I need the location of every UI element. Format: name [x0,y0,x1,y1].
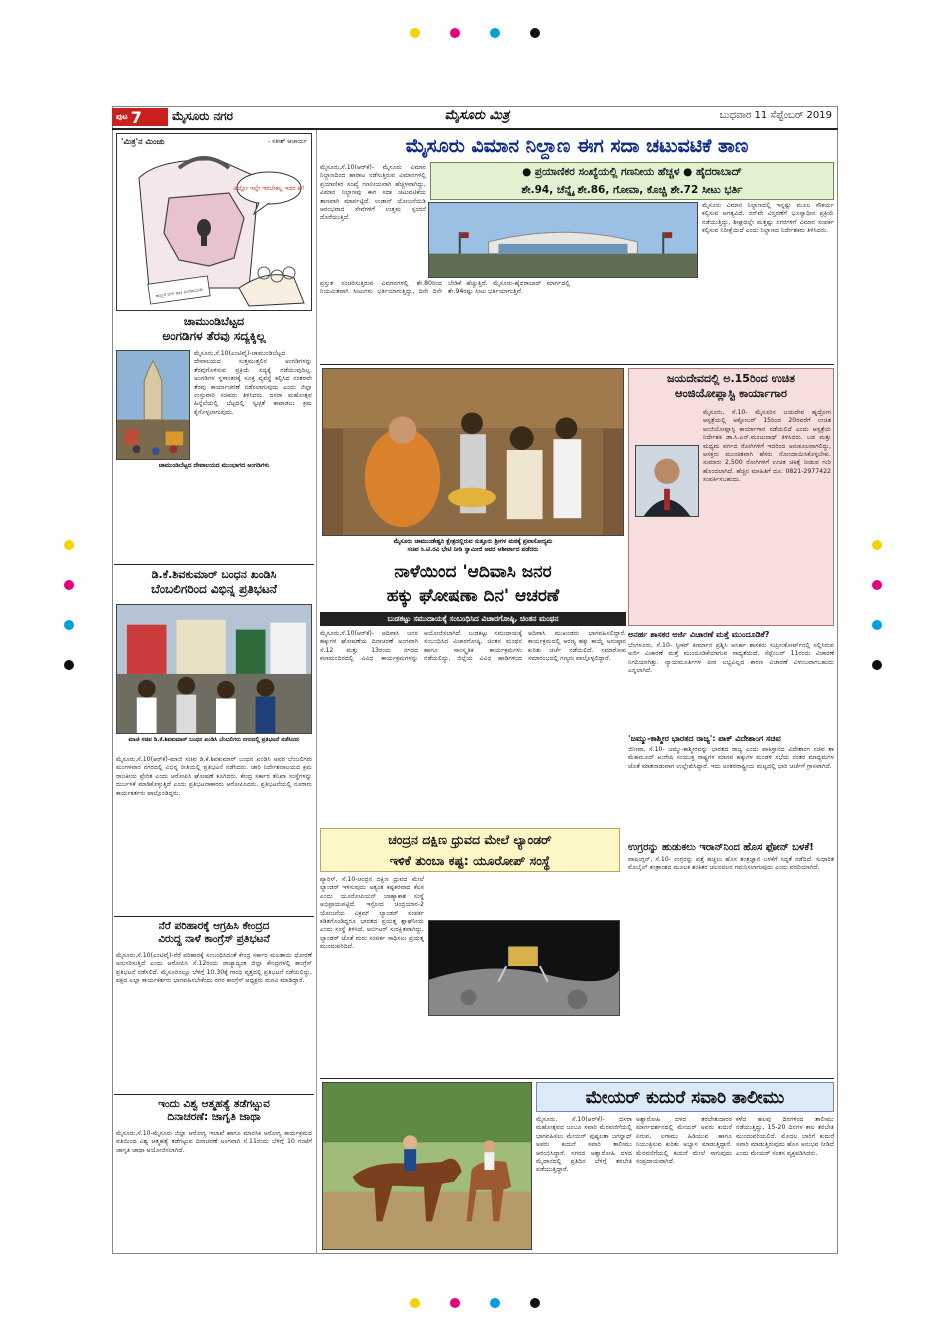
jayadeva-headline-line1: ಜಯದೇವದಲ್ಲಿ ಅ.15ರಿಂದ ಉಚಿತ [667,372,795,385]
adivasi-headline-line1: ನಾಳೆಯಿಂದ 'ಆದಿವಾಸಿ ಜನರ [394,562,552,582]
anarha-story [628,630,834,730]
black-dot [872,660,882,670]
mayor-body-left: ಮೈಸೂರು, ಸೆ.10(ಆರ್‌ಕೆ)- ದಸರಾ ಮಹೋತ್ಸವದ ಜಂಬೂ ಸವಾರಿ ಮೆರವಣಿಗೆಯಲ್ಲಿ ಭಾಗವಹಿಸಲು ಮೇಯರ್ ಪುಷ್ಪಲತಾ ಜಗನ್ನಾಥ್ ಅವರು ಕುದುರೆ ಸವಾರಿ ತಾಲೀಮು ಆರಂಭಿಸಿದ್ದಾರೆ. ನಗರದ ಅಶ್ವಾರೋಹಿ ದಳದ ಮೈದಾನದಲ್ಲಿ ಪ್ರತಿದಿನ ಬೆಳಿಗ್ಗೆ ತರಬೇತಿ ಪಡೆಯುತ್ತಿದ್ದಾರೆ. [536,1116,632,1174]
chamundi-body: ಮೈಸೂರು,ಸೆ.10(ಎಂಟಿವೈ)-ಚಾಮುಂಡಿಬೆಟ್ಟದ ದೇವಾಲಯದ ಸುತ್ತಮುತ್ತಲಿನ ಅಂಗಡಿಗಳನ್ನು ತೆರವುಗೊಳಿಸುವ ಪ್ರಕ್ರಿಯೆ ಸದ್ಯಕ್ಕೆ ನಡೆಯುವುದಿಲ್ಲ. ಅಂಗಡಿಗಳ ಸ್ಥಳಾಂತರಕ್ಕೆ ಸೂಕ್ತ ವ್ಯವಸ್ಥೆ ಕಲ್ಪಿಸಿದ ನಂತರವೇ ತೆರವು ಕಾರ್ಯಾಚರಣೆ ನಡೆಸಲಾಗುವುದು ಎಂದು ಜಿಲ್ಲಾ ಉಸ್ತುವಾರಿ ಸಚಿವರು ತಿಳಿಸಿದರು. ದಸರಾ ಮಹೋತ್ಸವ ಹಿನ್ನೆಲೆಯಲ್ಲಿ ಬೆಟ್ಟದಲ್ಲಿ ಸ್ವಚ್ಛತೆ ಕಾಪಾಡಲು ಕ್ರಮ ಕೈಗೊಳ್ಳಲಾಗುವುದು. [194,350,312,416]
congress-headline-line1: ನೆರೆ ಪರಿಹಾರಕ್ಕೆ ಆಗ್ರಹಿಸಿ ಕೇಂದ್ರದ [158,920,270,932]
dks-protest-photo [116,604,312,734]
rule [114,564,314,565]
kashmir-headline: 'ಜಮ್ಮು-ಕಾಶ್ಮೀರ ಭಾರತದ ರಾಜ್ಯ': ಪಾಕ್ ವಿದೇಶಾಂಗ ಸಚಿವ [628,734,781,743]
mayor-body-right: ಕಳೆದ ಹಲವು ದಿನಗಳಿಂದ ತಾಲೀಮು ನಡೆಯುತ್ತಿದ್ದು, 15-20 ದಿನಗಳ ಕಾಲ ತರಬೇತಿ ಮುಂದುವರಿಯಲಿದೆ. ಮೊದಲ ಬಾರಿಗೆ ಕುದುರೆ ಸವಾರಿ ಮಾಡುತ್ತಿರುವುದು ಹೊಸ ಅನುಭವ ನೀಡಿದೆ ಎಂದು ಮೇಯರ್ ಸಂತಸ ವ್ಯಕ್ತಪಡಿಸಿದರು. [736,1116,834,1157]
black-dot [64,660,74,670]
swamiji-caption [322,538,624,556]
registration-marks-bottom [410,1298,540,1310]
moon-lander-photo [428,920,620,1016]
cyan-dot [872,620,882,630]
moon-body-bottom [320,1018,620,1074]
anarha-headline: ಅನರ್ಹ ಶಾಸಕರ ಅರ್ಜಿ ವಿಚಾರಣೆ ಮತ್ತೆ ಮುಂದೂಡಿಕೆ? [628,630,770,639]
page-number-badge [112,108,168,126]
rule [114,1094,314,1095]
moon-headline-line2: ಇಳಿಕೆ ತುಂಬಾ ಕಷ್ಟ: ಯೂರೋಪ್ ಸಂಸ್ಥೆ [389,853,551,868]
jayadeva-box [628,368,834,626]
airport-body-right: ಮೈಸೂರು ವಿಮಾನ ನಿಲ್ದಾಣದಲ್ಲಿ ಇನ್ನಷ್ಟು ಮೂಲ ಸೌಕರ್ಯ ಕಲ್ಪಿಸುವ ಅಗತ್ಯವಿದೆ. ರನ್‌ವೇ ವಿಸ್ತರಣೆಗೆ ಭೂಸ್ವಾಧೀನ ಪ್ರಕ್ರಿಯೆ ನಡೆಯುತ್ತಿದ್ದು, ಶೀಘ್ರದಲ್ಲೇ ಮತ್ತಷ್ಟು ನಗರಗಳಿಗೆ ವಿಮಾನ ಸಂಪರ್ಕ ಕಲ್ಪಿಸುವ ನಿರೀಕ್ಷೆಯಿದೆ ಎಂದು ನಿಲ್ದಾಣದ ನಿರ್ದೇಶಕರು ತಿಳಿಸಿದರು. [702,202,834,235]
magenta-dot [872,580,882,590]
mayor-headline-box [536,1082,834,1112]
congress-headline [114,920,314,946]
yellow-dot [872,540,882,550]
page-label: ಪುಟ [116,112,128,121]
dks-body: ಮೈಸೂರು,ಸೆ.10(ಆರ್‌ಕೆ)-ಮಾಜಿ ಸಚಿವ ಡಿ.ಕೆ.ಶಿವಕುಮಾರ್ ಬಂಧನ ಖಂಡಿಸಿ ಅವರ ಬೆಂಬಲಿಗರು ಮಂಗಳವಾರ ನಗರದಲ್ಲಿ ವಿಭಿನ್ನ ರೀತಿಯಲ್ಲಿ ಪ್ರತಿಭಟನೆ ನಡೆಸಿದರು. ಜಾರಿ ನಿರ್ದೇಶನಾಲಯದ ಕ್ರಮ ರಾಜಕೀಯ ಪ್ರೇರಿತ ಎಂದು ಆರೋಪಿಸಿ ಘೋಷಣೆ ಕೂಗಿದರು. ಕೇಂದ್ರ ಸರ್ಕಾರ ತನಿಖಾ ಸಂಸ್ಥೆಗಳನ್ನು ದುರ್ಬಳಕೆ ಮಾಡಿಕೊಳ್ಳುತ್ತಿದೆ ಎಂದು ಪ್ರತಿಭಟನಾಕಾರರು ಆರೋಪಿಸಿದರು. ಪ್ರತಿಭಟನೆಯಲ್ಲಿ ನೂರಾರು ಕಾರ್ಯಕರ್ತರು ಪಾಲ್ಗೊಂಡಿದ್ದರು. [116,756,312,797]
airport-subhead-box [430,162,834,200]
yellow-dot [64,540,74,550]
yellow-dot [410,1298,420,1308]
mayor-headline: ಮೇಯರ್ ಕುದುರೆ ಸವಾರಿ ತಾಲೀಮು [585,1088,785,1108]
header-rule [112,128,838,130]
cartoon-note: ಕಾಶ್ಮೀರ ಬೀಗ ಹಾಕಿ ತಿಂಗಳಾಯಿತು [155,287,204,300]
page-header [112,106,838,128]
cyan-dot [490,28,500,38]
section-title: ಮೈಸೂರು ನಗರ [172,109,234,123]
cyan-dot [64,620,74,630]
black-dot [530,28,540,38]
kashmir-body: ಜಿನೀವಾ, ಸೆ.10- ಜಮ್ಮು-ಕಾಶ್ಮೀರವನ್ನು ಭಾರತದ ರಾಜ್ಯ ಎಂದು ಪಾಕಿಸ್ತಾನದ ವಿದೇಶಾಂಗ ಸಚಿವ ಶಾ ಮೆಹಮೂದ್ ಖುರೇಷಿ ಸಂಯುಕ್ತ ರಾಷ್ಟ್ರಗಳ ಮಾನವ ಹಕ್ಕುಗಳ ಮಂಡಳಿ ಸಭೆಯ ನಂತರ ಮಾಧ್ಯಮಗಳ ಜೊತೆ ಮಾತನಾಡುವಾಗ ಉಲ್ಲೇಖಿಸಿದ್ದಾರೆ. ಇದು ಅಂತರರಾಷ್ಟ್ರೀಯ ಮಟ್ಟದಲ್ಲಿ ಭಾರಿ ಚರ್ಚೆಗೆ ಗ್ರಾಸವಾಗಿದೆ. [628,746,834,770]
swamiji-photo [322,368,624,536]
suicide-headline-line2: ದಿನಾಚರಣೆ: ಜಾಗೃತಿ ಜಾಥಾ [167,1111,261,1123]
dks-headline-line1: ಡಿ.ಕೆ.ಶಿವಕುಮಾರ್ ಬಂಧನ ಖಂಡಿಸಿ [151,568,277,581]
jayadeva-body: ಮೈಸೂರು, ಸೆ.10- ಮೈಸೂರಿನ ಜಯದೇವ ಹೃದ್ರೋಗ ಆಸ್ಪತ್ರೆಯಲ್ಲಿ ಅಕ್ಟೋಬರ್ 15ರಿಂದ 20ರವರೆಗೆ ಉಚಿತ ಆಂಜಿಯೋಪ್ಲಾಸ್ಟಿ ಕಾರ್ಯಾಗಾರ ನಡೆಯಲಿದೆ ಎಂದು ಆಸ್ಪತ್ರೆಯ ನಿರ್ದೇಶಕ ಡಾ.ಸಿ.ಎನ್.ಮಂಜುನಾಥ್ ತಿಳಿಸಿದರು. ಬಡ ಮತ್ತು ಮಧ್ಯಮ ವರ್ಗದ ರೋಗಿಗಳಿಗೆ ಇದರಿಂದ ಅನುಕೂಲವಾಗಲಿದ್ದು, ಆಸಕ್ತರು ಮುಂಚಿತವಾಗಿ ಹೆಸರು ನೋಂದಾಯಿಸಿಕೊಳ್ಳಬೇಕು. ಸುಮಾರು 2,500 ರೋಗಿಗಳಿಗೆ ಉಚಿತ ಚಿಕಿತ್ಸೆ ನೀಡುವ ಗುರಿ ಹೊಂದಲಾಗಿದೆ. ಹೆಚ್ಚಿನ ಮಾಹಿತಿಗೆ ದೂ: 0821-2977422 ಸಂಪರ್ಕಿಸಬಹುದು. [703,409,831,484]
iphone-body: ವಾಷಿಂಗ್ಟನ್, ಸೆ.10- ಉಗ್ರರನ್ನು ಪತ್ತೆ ಹಚ್ಚಲು ಹೊಸ ತಂತ್ರಜ್ಞಾನ ಬಳಕೆಗೆ ಸಿದ್ಧತೆ ನಡೆದಿದೆ. ಸುಧಾರಿತ ಮೊಬೈಲ್ ತಂತ್ರಾಂಶದ ಮೂಲಕ ಶಂಕಿತರ ಚಲನವಲನ ಗಮನಿಸಲಾಗುವುದು ಎಂದು ವರದಿಯಾಗಿದೆ. [628,856,834,872]
chamundi-photo [116,350,190,460]
mayor-body-mid: ಅಶ್ವಾರೋಹಿ ದಳದ ತರಬೇತುದಾರರ ಮಾರ್ಗದರ್ಶನದಲ್ಲಿ ಮೇಯರ್ ಅವರು ಕುದುರೆ ಏರುವ, ಲಗಾಮು ಹಿಡಿಯುವ ಹಾಗೂ ನಿಯಂತ್ರಿಸುವ ಕುರಿತು ಅಭ್ಯಾಸ ಮಾಡುತ್ತಿದ್ದಾರೆ. ಮೆರವಣಿಗೆಯಲ್ಲಿ ಕುದುರೆ ಮೇಲೆ ಸಾಗುವುದು ಸಂಪ್ರದಾಯವಾಗಿದೆ. [636,1116,732,1166]
cartoon-drawing [119,148,309,308]
yellow-dot [410,28,420,38]
airport-body-left: ಮೈಸೂರು,ಸೆ.10(ಆರ್‌ಕೆ)- ಮೈಸೂರು ವಿಮಾನ ನಿಲ್ದಾಣದಿಂದ ಹಾರಾಟ ನಡೆಸುತ್ತಿರುವ ವಿಮಾನಗಳಲ್ಲಿ ಪ್ರಯಾಣಿಕರ ಸಂಖ್ಯೆ ಗಣನೀಯವಾಗಿ ಹೆಚ್ಚಳವಾಗಿದ್ದು, ವಿಮಾನ ನಿಲ್ದಾಣವು ಈಗ ಸದಾ ಚಟುವಟಿಕೆಯ ತಾಣವಾಗಿ ಮಾರ್ಪಟ್ಟಿದೆ. ಉಡಾನ್ ಯೋಜನೆಯಡಿ ಆರಂಭವಾದ ಸೇವೆಗಳಿಗೆ ಉತ್ತಮ ಸ್ಪಂದನೆ ದೊರೆಯುತ್ತಿದೆ. [320,164,426,222]
magenta-dot [450,1298,460,1308]
magenta-dot [450,28,460,38]
registration-marks-right [872,540,884,670]
rule [320,364,834,365]
adivasi-body: ಮೈಸೂರು,ಸೆ.10(ಆರ್‌ಕೆ)- ಆದಿವಾಸಿ ಜನರ ಹಕ್ಕುಗಳ ಘೋಷಣೆಯ ದಿನಾಚರಣೆ ಅಂಗವಾಗಿ ಸೆ.12 ಮತ್ತು 13ರಂದು ನಗರದ ಕಲಾಮಂದಿರದಲ್ಲಿ ವಿವಿಧ ಕಾರ್ಯಕ್ರಮಗಳನ್ನು ಆಯೋಜಿಸಲಾಗಿದೆ. ಬುಡಕಟ್ಟು ಸಮುದಾಯಕ್ಕೆ ಸಂಬಂಧಿಸಿದ ವಿಚಾರಗೋಷ್ಠಿ, ಚಿಂತನ ಮಂಥನ ಹಾಗೂ ಸಾಂಸ್ಕೃತಿಕ ಕಾರ್ಯಕ್ರಮಗಳು ನಡೆಯಲಿದ್ದು, ಜಿಲ್ಲೆಯ ವಿವಿಧ ಹಾಡಿಗಳಿಂದ ಆದಿವಾಸಿ ಮುಖಂಡರು ಭಾಗವಹಿಸಲಿದ್ದಾರೆ. ಕಾರ್ಯಕ್ರಮದಲ್ಲಿ ಅರಣ್ಯ ಹಕ್ಕು ಕಾಯ್ದೆ ಅನುಷ್ಠಾನ ಕುರಿತು ಚರ್ಚೆ ನಡೆಯಲಿದೆ. ಸಮಾರೋಪ ಸಮಾರಂಭದಲ್ಲಿ ಗಣ್ಯರು ಪಾಲ್ಗೊಳ್ಳಲಿದ್ದಾರೆ. [320,630,626,663]
dks-headline [114,568,314,597]
mayor-horse-photo [322,1082,532,1250]
jayadeva-doctor-photo [635,445,699,517]
swamiji-caption-line2: ಸಚಿವ ಸಿ.ಟಿ.ರವಿ ಭೇಟಿ ನೀಡಿ ಸ್ವಾಮೀಜಿ ಅವರ ಆಶೀರ್ವಾದ ಪಡೆದರು [407,546,539,553]
moon-headline-box [320,828,620,872]
anarha-body: ಬೆಂಗಳೂರು, ಸೆ.10- ಸ್ಪೀಕರ್ ತೀರ್ಮಾನ ಪ್ರಶ್ನಿಸಿ ಅನರ್ಹ ಶಾಸಕರು ಸುಪ್ರೀಂಕೋರ್ಟ್‌ನಲ್ಲಿ ಸಲ್ಲಿಸಿರುವ ಅರ್ಜಿ ವಿಚಾರಣೆ ಮತ್ತೆ ಮುಂದೂಡಿಕೆಯಾಗುವ ಸಾಧ್ಯತೆಯಿದೆ. ಸೆಪ್ಟೆಂಬರ್ 11ರಂದು ವಿಚಾರಣೆ ನಿಗದಿಯಾಗಿತ್ತು. ನ್ಯಾಯಮೂರ್ತಿಗಳ ಪೀಠ ಲಭ್ಯವಿಲ್ಲದ ಕಾರಣ ವಿಚಾರಣೆ ವಿಳಂಬವಾಗಬಹುದು ಎನ್ನಲಾಗಿದೆ. [628,642,834,675]
swamiji-caption-line1: ಮೈಸೂರು ಚಾಮುಂಡೇಶ್ವರಿ ಕ್ಷೇತ್ರದಲ್ಲಿರುವ ಸುತ್ತೂರು ಶ್ರೀಗಳ ಮಠಕ್ಕೆ ಪ್ರವಾಸೋದ್ಯಮ [393,538,553,545]
suicide-headline-line1: ಇಂದು ವಿಶ್ವ ಆತ್ಮಹತ್ಯೆ ತಡೆಗಟ್ಟುವ [158,1098,270,1110]
rule [320,1078,834,1079]
cartoon-title: 'ಮಿತ್ರ'ನ ಮಿಂಚು [121,137,165,146]
congress-body: ಮೈಸೂರು,ಸೆ.10(ಎಂಟಿವೈ)-ನೆರೆ ಪರಿಹಾರಕ್ಕೆ ಸಂಬಂಧಿಸಿದಂತೆ ಕೇಂದ್ರ ಸರ್ಕಾರ ಮಲತಾಯಿ ಧೋರಣೆ ಅನುಸರಿಸುತ್ತಿದೆ ಎಂದು ಆರೋಪಿಸಿ ಸೆ.12ರಂದು ರಾಜ್ಯಾದ್ಯಂತ ಜಿಲ್ಲಾ ಕೇಂದ್ರಗಳಲ್ಲಿ ಕಾಂಗ್ರೆಸ್ ಪ್ರತಿಭಟನೆ ನಡೆಸಲಿದೆ. ಮೈಸೂರಿನಲ್ಲೂ ಬೆಳಿಗ್ಗೆ 10.30ಕ್ಕೆ ಗಾಂಧಿ ವೃತ್ತದಲ್ಲಿ ಪ್ರತಿಭಟನೆ ನಡೆಯಲಿದ್ದು, ಪಕ್ಷದ ಎಲ್ಲಾ ಕಾರ್ಯಕರ್ತರು ಭಾಗವಹಿಸಬೇಕೆಂದು ನಗರ ಕಾಂಗ್ರೆಸ್ ಅಧ್ಯಕ್ಷರು ಮನವಿ ಮಾಡಿದ್ದಾರೆ. [116,952,312,985]
issue-date: ಬುಧವಾರ 11 ಸೆಪ್ಟೆಂಬರ್ 2019 [719,110,832,121]
suicide-headline [114,1098,314,1124]
chamundi-body-cont [116,478,312,562]
airport-headline-box [320,132,834,160]
adivasi-strap [320,612,626,626]
dks-headline-line2: ಬೆಂಬಲಿಗರಿಂದ ವಿಭಿನ್ನ ಪ್ರತಿಭಟನೆ [151,582,277,596]
column-divider [316,130,317,1254]
rule [114,916,314,917]
airport-headline: ಮೈಸೂರು ವಿಮಾನ ನಿಲ್ದಾಣ ಈಗ ಸದಾ ಚಟುವಟಿಕೆ ತಾಣ [405,135,749,157]
jayadeva-headline-line2: ಆಂಜಿಯೋಪ್ಲಾಸ್ಟಿ ಕಾರ್ಯಾಗಾರ [675,386,787,400]
page-number: 7 [130,107,142,127]
registration-marks-left [64,540,76,670]
iphone-headline: ಉಗ್ರರನ್ನು ಹುಡುಕಲು ಇರಾನ್‌ನಿಂದ ಹೊಸ ಫೋನ್ ಬಳಕೆ! [628,842,814,853]
dks-body-cont [116,838,312,914]
airport-body-mid: ಪ್ರಸ್ತುತ ಸಂಚರಿಸುತ್ತಿರುವ ವಿಮಾನಗಳಲ್ಲಿ ಶೇ.80ರಿಂದ ನಿಯಮಿತವಾಗಿ ಸೀಟುಗಳು ಭರ್ತಿಯಾಗುತ್ತಿದ್ದು, ದಿನೇ ದಿನೇ ಬೇಡಿಕೆ ಹೆಚ್ಚುತ್ತಿದೆ. ಮೈಸೂರು-ಹೈದರಾಬಾದ್ ಮಾರ್ಗದಲ್ಲಿ ಶೇ.94ರಷ್ಟು ಸೀಟು ಭರ್ತಿಯಾಗುತ್ತಿವೆ. [320,280,570,296]
cartoon-speech: ಎಲ್ಲೋ ಇಲ್ಲೇ ಇರಬೇಕಲ್ಲ ಇದರ ಕೀ! [233,185,305,192]
adivasi-headline-line2: ಹಕ್ಕು ಘೋಷಣಾ ದಿನ' ಆಚರಣೆ [386,586,560,606]
iphone-story [628,842,834,1076]
magenta-dot [64,580,74,590]
adivasi-headline [320,560,626,608]
moon-body: ಪ್ಯಾರಿಸ್, ಸೆ.10-ಚಂದ್ರನ ದಕ್ಷಿಣ ಧ್ರುವದ ಮೇಲೆ ಲ್ಯಾಂಡರ್ ಇಳಿಸುವುದು ಅತ್ಯಂತ ಕಷ್ಟಕರವಾದ ಕೆಲಸ ಎಂದು ಯೂರೋಪಿಯನ್ ಬಾಹ್ಯಾಕಾಶ ಸಂಸ್ಥೆ ಅಭಿಪ್ರಾಯಪಟ್ಟಿದೆ. ಇಸ್ರೋದ ಚಂದ್ರಯಾನ-2 ಯೋಜನೆಯ ವಿಕ್ರಮ್ ಲ್ಯಾಂಡರ್ ಸಂಪರ್ಕ ಕಡಿತಗೊಂಡಿದ್ದರೂ ಭಾರತದ ಪ್ರಯತ್ನ ಶ್ಲಾಘನೀಯ ಎಂದು ಸಂಸ್ಥೆ ತಿಳಿಸಿದೆ. ಆರ್ಬಿಟರ್ ಸುರಕ್ಷಿತವಾಗಿದ್ದು, ಲ್ಯಾಂಡರ್ ಜೊತೆ ಮರು ಸಂಪರ್ಕ ಸಾಧಿಸಲು ಪ್ರಯತ್ನ ಮುಂದುವರಿದಿದೆ. [320,876,424,951]
chamundi-headline-line2: ಅಂಗಡಿಗಳ ತೆರವು ಸದ್ಯಕ್ಕಿಲ್ಲ [162,329,266,343]
congress-body-cont [116,1000,312,1092]
registration-marks-top [410,28,540,40]
adivasi-strap-text: ಬುಡಕಟ್ಟು ಸಮುದಾಯಕ್ಕೆ ಸಂಬಂಧಿಸಿದ ವಿಚಾರಗೋಷ್ಠಿ, ಚಿಂತನ ಮಂಥನ [387,614,559,623]
black-dot [530,1298,540,1308]
kashmir-story [628,734,834,838]
cartoon-artist: - ಸತೀಶ್ ಆಚಾರ್ಯ [267,138,307,145]
congress-headline-line2: ವಿರುದ್ಧ ನಾಳೆ ಕಾಂಗ್ರೆಸ್ ಪ್ರತಿಭಟನೆ [158,933,270,945]
cartoon-box [116,133,312,311]
chamundi-caption: ಚಾಮುಂಡಿಬೆಟ್ಟದ ದೇವಾಲಯದ ಮುಂಭಾಗದ ಅಂಗಡಿಗಳು [158,462,270,469]
airport-subhead-line1: ● ಪ್ರಯಾಣಿಕರ ಸಂಖ್ಯೆಯಲ್ಲಿ ಗಣನೀಯ ಹೆಚ್ಚಳ ● ಹೈದರಾಬಾದ್ [522,166,742,178]
suicide-body: ಮೈಸೂರು,ಸೆ.10-ಮೈಸೂರು ಜಿಲ್ಲಾ ಆರೋಗ್ಯ ಇಲಾಖೆ ಹಾಗೂ ಮಾನಸಿಕ ಆರೋಗ್ಯ ಕಾರ್ಯಕ್ರಮದ ವತಿಯಿಂದ ವಿಶ್ವ ಆತ್ಮಹತ್ಯೆ ತಡೆಗಟ್ಟುವ ದಿನಾಚರಣೆ ಅಂಗವಾಗಿ ಸೆ.11ರಂದು ಬೆಳಿಗ್ಗೆ 10 ಗಂಟೆಗೆ ಜಾಗೃತಿ ಜಾಥಾ ಆಯೋಜಿಸಲಾಗಿದೆ. [116,1130,312,1154]
airport-subhead-line2: ಶೇ.94, ಚೆನ್ನೈ ಶೇ.86, ಗೋವಾ, ಕೊಚ್ಚಿ ಶೇ.72 ಸೀಟು ಭರ್ತಿ [521,184,743,196]
chamundi-headline-line1: ಚಾಮುಂಡಿಬೆಟ್ಟದ [183,315,245,328]
moon-headline-line1: ಚಂದ್ರನ ದಕ್ಷಿಣ ಧ್ರುವದ ಮೇಲೆ ಲ್ಯಾಂಡರ್ [388,832,552,847]
moon-body-cont [428,876,620,918]
airport-photo [428,202,698,278]
cyan-dot [490,1298,500,1308]
paper-name: ಮೈಸೂರು ಮಿತ್ರ [444,108,510,123]
chamundi-headline [114,315,314,344]
dks-caption: ಮಾಜಿ ಸಚಿವ ಡಿ.ಕೆ.ಶಿವಕುಮಾರ್ ಬಂಧನ ಖಂಡಿಸಿ ಬೆಂಬಲಿಗರು ನಗರದಲ್ಲಿ ಪ್ರತಿಭಟನೆ ನಡೆಸಿದರು [128,737,300,743]
